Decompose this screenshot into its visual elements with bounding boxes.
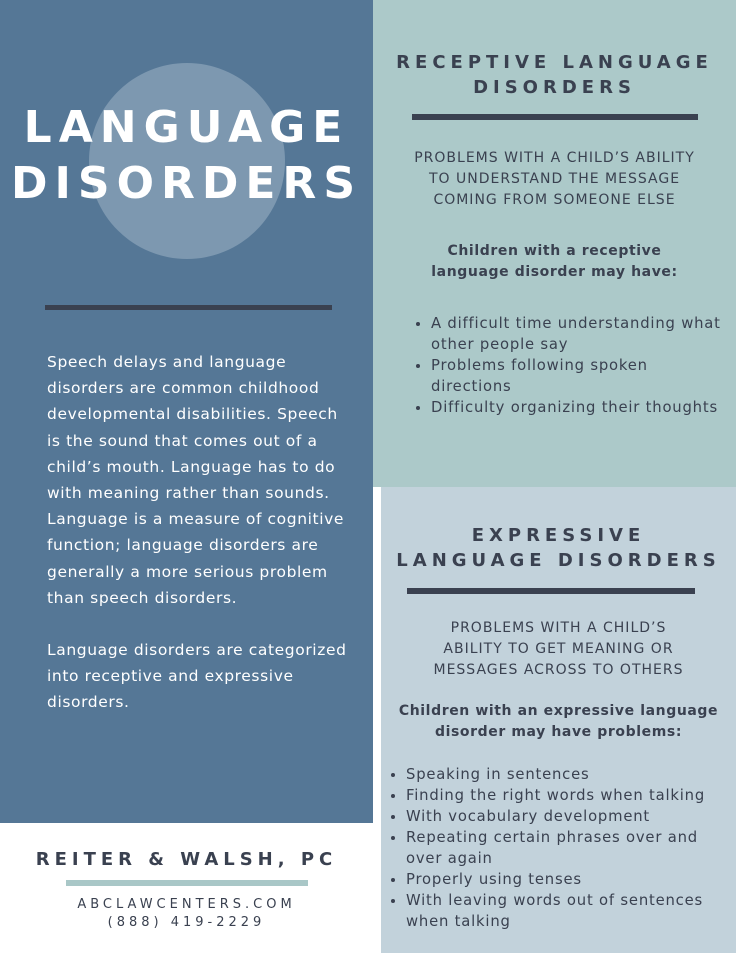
divider: [45, 305, 332, 310]
intro-text: [47, 349, 347, 716]
website-link[interactable]: ABCLAWCENTERS.COM: [77, 897, 296, 912]
expressive-subtitle-line: ABILITY TO GET MEANING OR: [443, 641, 674, 657]
list-item: • Problems following spoken directions: [431, 355, 721, 397]
receptive-subtitle-line: COMING FROM SOMEONE ELSE: [433, 192, 676, 208]
expressive-lead-line: Children with an expressive language: [398, 703, 719, 719]
list-item: • Difficulty organizing their thoughts: [431, 397, 721, 418]
list-item: • Speaking in sentences: [406, 764, 736, 785]
expressive-title-line2: LANGUAGE DISORDERS: [396, 550, 721, 571]
receptive-lead: [373, 241, 736, 283]
receptive-list: [411, 313, 721, 418]
expressive-title-line1: EXPRESSIVE: [471, 525, 646, 546]
receptive-title-line2: DISORDERS: [473, 77, 636, 98]
expressive-title: [381, 523, 736, 573]
expressive-lead-line: disorder may have problems:: [434, 724, 683, 740]
firm-name: REITER & WALSH, PC: [35, 849, 338, 870]
receptive-title: [373, 50, 736, 100]
receptive-subtitle-line: PROBLEMS WITH A CHILD’S ABILITY: [414, 150, 695, 166]
expressive-list: [386, 764, 736, 932]
footer-block: [0, 823, 373, 953]
intro-paragraph: Speech delays and language disorders are common childhood developmental disabilities. Speech is the sound that comes out of a child’s mouth. Language has to do with meaning rather than sounds. Language is a measure of cognitive function; language disorders are generally a more serious problem than speech disorders.: [47, 353, 345, 607]
list-item: • Repeating certain phrases over and over again: [406, 827, 736, 869]
expressive-subtitle-line: MESSAGES ACROSS TO OTHERS: [433, 662, 684, 678]
list-item: • Finding the right words when talking: [406, 785, 736, 806]
receptive-title-line1: RECEPTIVE LANGUAGE: [396, 52, 713, 73]
footer-divider: [66, 880, 308, 886]
intro-paragraph: Language disorders are categorized into receptive and expressive disorders.: [47, 641, 347, 712]
receptive-lead-line: Children with a receptive: [447, 243, 662, 259]
left-panel: [0, 0, 373, 823]
receptive-subtitle-line: TO UNDERSTAND THE MESSAGE: [428, 171, 681, 187]
receptive-subtitle: [373, 148, 736, 211]
receptive-divider: [412, 114, 698, 120]
list-item: • A difficult time understanding what other people say: [431, 313, 721, 355]
main-title: [0, 100, 373, 212]
list-item: • Properly using tenses: [406, 869, 736, 890]
expressive-subtitle: [381, 618, 736, 681]
phone-number[interactable]: (888) 419-2229: [107, 915, 266, 930]
receptive-panel: [373, 0, 736, 487]
expressive-panel: [381, 487, 736, 953]
list-item: • With vocabulary development: [406, 806, 736, 827]
receptive-lead-line: language disorder may have:: [431, 264, 678, 280]
main-title-line2: DISORDERS: [10, 158, 363, 209]
expressive-lead: [381, 701, 736, 743]
expressive-subtitle-line: PROBLEMS WITH A CHILD’S: [450, 620, 667, 636]
main-title-line1: LANGUAGE: [23, 102, 350, 153]
list-item: • With leaving words out of sentences when talking: [406, 890, 736, 932]
expressive-divider: [407, 588, 695, 594]
